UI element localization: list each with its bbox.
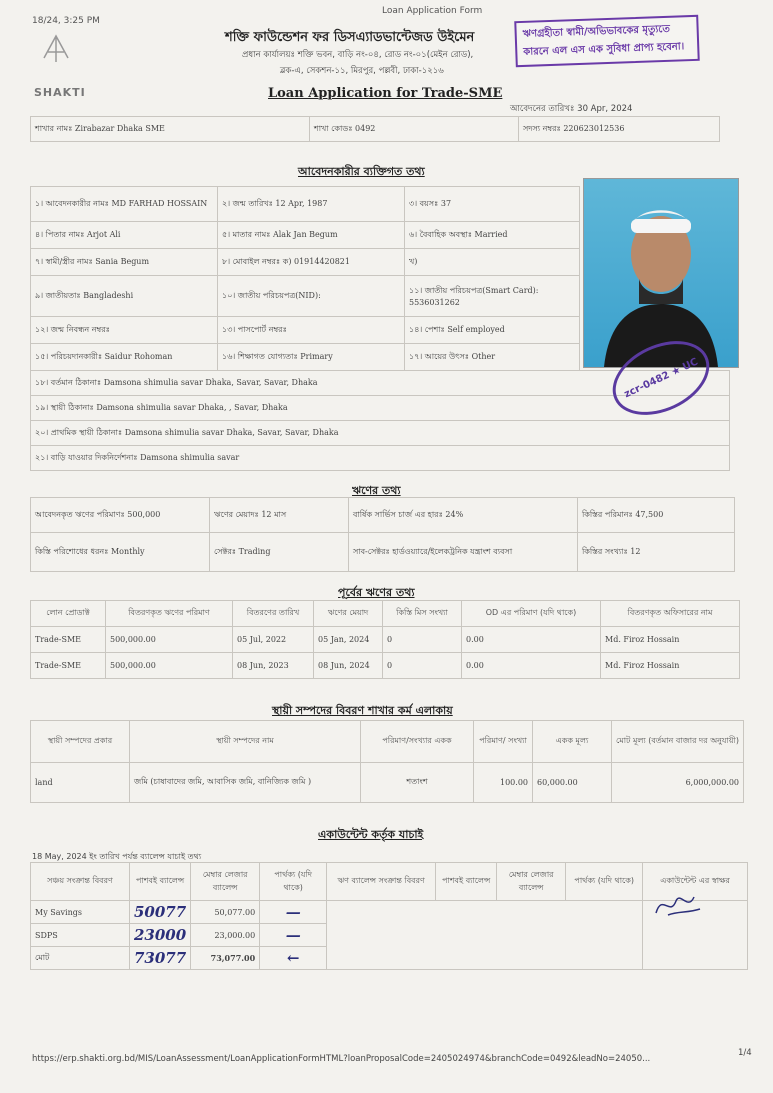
prev-loans-cell: 500,000.00 (106, 653, 233, 679)
acc-row-label: SDPS (31, 924, 130, 947)
branch-table (30, 116, 720, 142)
loan-cell: বার্ষিক সার্ভিস চার্জ এর হারঃ 24% (349, 498, 578, 533)
prev-loans-header: কিস্তি মিস সংখ্যা (383, 601, 462, 627)
assets-cell: 6,000,000.00 (612, 763, 744, 803)
personal-cell: ৭। স্বামী/স্ত্রীর নামঃ Sania Begum (31, 249, 218, 276)
personal-cell: ৯। জাতীয়তাঃ Bangladeshi (31, 276, 218, 317)
assets-cell: land (31, 763, 130, 803)
loan-section-title: ঋণের তথ্য (352, 484, 401, 497)
prev-loans-header: বিতরণের তারিখ (233, 601, 314, 627)
accountant-note: 18 May, 2024 ইং তারিখ পর্যন্ত ব্যালেন্স যাচাই তথ্য (32, 852, 202, 861)
personal-cell: ১৩। পাসপোর্ট নম্বরঃ (218, 317, 405, 344)
address-row: ১৮। বর্তমান ঠিকানাঃ Damsona shimulia savar Dhaka, Savar, Savar, Dhaka (31, 371, 730, 396)
prev-loans-cell: 0 (383, 627, 462, 653)
seal-text: zcr-0482 ★ UC (622, 356, 700, 400)
prev-loans-header: ঋণের মেয়াদ (314, 601, 383, 627)
accountant-signature-cell (643, 901, 748, 970)
org-address-2: ব্লক-এ, সেকশন-১১, মিরপুর, পল্লবী, ঢাকা-১২১৬ (280, 66, 444, 76)
assets-header: স্থায়ী সম্পদের প্রকার (31, 721, 130, 763)
loan-cell: সেক্টরঃ Trading (210, 533, 349, 572)
acc-ledger: 50,077.00 (191, 901, 260, 924)
acc-row-label: মোট (31, 947, 130, 970)
assets-header: পরিমাণ/সংখ্যার একক (361, 721, 474, 763)
form-title: Loan Application for Trade-SME (268, 86, 503, 101)
acc-row-label: My Savings (31, 901, 130, 924)
prev-loans-cell: 08 Jun, 2024 (314, 653, 383, 679)
acc-header: পাশবই ব্যালেন্স (436, 863, 497, 901)
accountant-table (30, 862, 748, 970)
acc-header: পাশবই ব্যালেন্স (130, 863, 191, 901)
personal-section-title: আবেদনকারীর ব্যক্তিগত তথ্য (298, 165, 425, 178)
prev-loans-cell: 0 (383, 653, 462, 679)
personal-cell: ৩। বয়সঃ 37 (405, 187, 580, 222)
acc-passbook-hand: 50077 (134, 903, 187, 921)
acc-header: একাউন্টেন্ট এর স্বাক্ষর (643, 863, 748, 901)
assets-header: মোট মূল্য (বর্তমান বাজার দর অনুযায়ী) (612, 721, 744, 763)
loan-cell: আবেদনকৃত ঋণের পরিমাণঃ 500,000 (31, 498, 210, 533)
prev-loans-header: OD এর পরিমাণ (যদি থাকে) (462, 601, 601, 627)
personal-cell: ১২। জন্ম নিবন্ধন নম্বরঃ (31, 317, 218, 344)
acc-diff: — (260, 901, 327, 924)
prev-loans-cell: 500,000.00 (106, 627, 233, 653)
assets-cell: জমি (চাষাবাদের জমি, আবাসিক জমি, বানিজ্যিক জমি ) (130, 763, 361, 803)
footer-url: https://erp.shakti.org.bd/MIS/LoanAssessment/LoanApplicationFormHTML?loanProposalCode=2405024974&branchCode=0492&leadNo=24050... (32, 1054, 651, 1064)
assets-header: স্থায়ী সম্পদের নাম (130, 721, 361, 763)
prev-loans-cell: Trade-SME (31, 653, 106, 679)
accountant-title: একাউন্টেন্ট কর্তৃক যাচাই (318, 828, 424, 841)
org-name: শক্তি ফাউন্ডেশন ফর ডিসএ্যাডভান্টেজড উইমেন (225, 30, 475, 45)
personal-cell: ২। জন্ম তারিখঃ 12 Apr, 1987 (218, 187, 405, 222)
acc-header: মেম্বার লেজার ব্যালেন্স (497, 863, 566, 901)
personal-cell: ৪। পিতার নামঃ Arjot Ali (31, 222, 218, 249)
personal-cell: ৫। মাতার নামঃ Alak Jan Begum (218, 222, 405, 249)
shakti-logo-icon (36, 28, 76, 68)
loan-cell: ঋণের মেয়াদঃ 12 মাস (210, 498, 349, 533)
acc-header: সঞ্চয় সংক্রান্ত বিবরণ (31, 863, 130, 901)
stamp-line-2: কারনে এল এস এক সুবিধা প্রাপ্য হবেনা। (523, 41, 685, 58)
acc-passbook-hand: 73077 (134, 949, 187, 967)
prev-loans-header: বিতরণকৃত অফিসারের নাম (601, 601, 740, 627)
prev-loans-cell: 08 Jun, 2023 (233, 653, 314, 679)
branch-code: শাখা কোডঃ 0492 (310, 117, 519, 142)
print-timestamp: 18/24, 3:25 PM (32, 16, 100, 26)
assets-table (30, 720, 744, 803)
print-doc-title: Loan Application Form (382, 6, 483, 16)
prev-loans-header: লোন প্রোডাক্ট (31, 601, 106, 627)
personal-cell: ১৫। পরিচয়দানকারীঃ Saidur Rohoman (31, 344, 218, 371)
address-row: ২০। প্রাথমিক স্থায়ী ঠিকানাঃ Damsona shimulia savar Dhaka, Savar, Savar, Dhaka (31, 421, 730, 446)
personal-cell: ১০। জাতীয় পরিচয়পত্র(NID): (218, 276, 405, 317)
personal-cell: খ) (405, 249, 580, 276)
assets-title: স্থায়ী সম্পদের বিবরণ শাখার কর্ম এলাকায় (272, 704, 453, 717)
assets-header: পরিমাণ/ সংখ্যা (474, 721, 533, 763)
acc-header: মেম্বার লেজার ব্যালেন্স (191, 863, 260, 901)
signature-icon (648, 883, 708, 923)
personal-cell: ১৪। পেশাঃ Self employed (405, 317, 580, 344)
prev-loans-cell: 05 Jul, 2022 (233, 627, 314, 653)
applicant-photo (583, 178, 739, 368)
personal-cell: ১৭। আয়ের উৎসঃ Other (405, 344, 580, 371)
assets-header: একক মূল্য (533, 721, 612, 763)
org-address-1: প্রধান কার্যালয়ঃ শক্তি ভবন, বাড়ি নং-০৪, রোড নং-০১(মেইন রোড), (242, 50, 474, 60)
loan-cell: কিস্তি পরিশোধের ধরনঃ Monthly (31, 533, 210, 572)
stamp-line-1: ঋণগ্রহীতা স্বামী/অভিভাবকের মৃত্যুতে (522, 23, 671, 40)
personal-cell: ৮। মোবাইল নম্বরঃ ক) 01914420821 (218, 249, 405, 276)
prev-loans-header: বিতরণকৃত ঋণের পরিমাণ (106, 601, 233, 627)
assets-cell: 100.00 (474, 763, 533, 803)
prev-loans-cell: Trade-SME (31, 627, 106, 653)
acc-ledger: 73,077.00 (191, 947, 260, 970)
acc-passbook-hand: 23000 (134, 926, 187, 944)
loan-cell: সাব-সেক্টরঃ হার্ডওয়্যারে/ইলেকট্রনিক যন্ত্রাংশ ব্যবসা (349, 533, 578, 572)
assets-cell: শতাংশ (361, 763, 474, 803)
personal-cell: ১১। জাতীয় পরিচয়পত্র(Smart Card): 5536031262 (405, 276, 580, 317)
personal-cell: ৬। বৈবাহিক অবস্থাঃ Married (405, 222, 580, 249)
prev-loans-cell: 05 Jan, 2024 (314, 627, 383, 653)
personal-table (30, 186, 580, 371)
loan-cell: কিস্তির সংখ্যাঃ 12 (578, 533, 735, 572)
acc-header: ঋণ ব্যালেন্স সংক্রান্ত বিবরণ (327, 863, 436, 901)
acc-header: পার্থক্য (যদি থাকে) (566, 863, 643, 901)
personal-cell: ১৬। শিক্ষাগত যোগ্যতাঃ Primary (218, 344, 405, 371)
acc-ledger: 23,000.00 (191, 924, 260, 947)
prev-loans-table (30, 600, 740, 679)
personal-cell: ১। আবেদনকারীর নামঃ MD FARHAD HOSSAIN (31, 187, 218, 222)
warning-stamp (514, 15, 699, 67)
prev-loans-cell: Md. Firoz Hossain (601, 627, 740, 653)
loan-cell: কিস্তির পরিমানঃ 47,500 (578, 498, 735, 533)
prev-loans-title: পূর্বের ঋণের তথ্য (338, 586, 415, 599)
logo-text: SHAKTI (34, 86, 86, 99)
address-row: ১৯। স্থায়ী ঠিকানাঃ Damsona shimulia savar Dhaka, , Savar, Dhaka (31, 396, 730, 421)
branch-name: শাখার নামঃ Zirabazar Dhaka SME (31, 117, 310, 142)
prev-loans-cell: 0.00 (462, 653, 601, 679)
member-no: সদস্য নম্বরঃ 220623012536 (519, 117, 720, 142)
application-date: আবেদনের তারিখঃ 30 Apr, 2024 (510, 104, 633, 114)
acc-header: পার্থক্য (যদি থাকে) (260, 863, 327, 901)
page-number: 1/4 (738, 1048, 752, 1058)
acc-diff: — (260, 924, 327, 947)
address-row: ২১। বাড়ি যাওয়ার দিকনির্দেশনাঃ Damsona shimulia savar (31, 446, 730, 471)
prev-loans-cell: Md. Firoz Hossain (601, 653, 740, 679)
prev-loans-cell: 0.00 (462, 627, 601, 653)
loan-table (30, 497, 735, 572)
acc-diff: ← (260, 947, 327, 970)
assets-cell: 60,000.00 (533, 763, 612, 803)
